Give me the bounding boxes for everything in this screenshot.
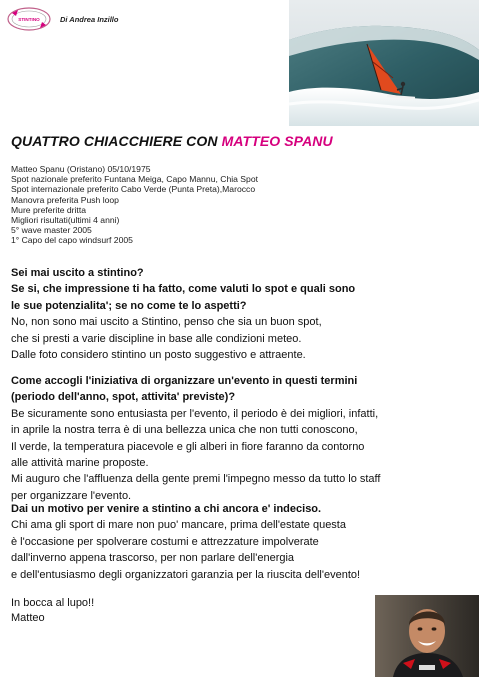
answer-line: alle attività marine proposte. bbox=[11, 457, 149, 470]
answer-line: Be sicuramente sono entusiasta per l'evento, il periodo è dei migliori, infatti, bbox=[11, 407, 379, 420]
logo-text: STINTINO bbox=[18, 17, 40, 22]
windsurf-wave-photo bbox=[289, 0, 479, 126]
interview-section-1 bbox=[11, 265, 471, 363]
profile-line: Mure preferite dritta bbox=[11, 204, 86, 215]
stintino-logo bbox=[6, 6, 52, 32]
article-title bbox=[11, 133, 333, 149]
title-prefix: QUATTRO CHIACCHIERE CON bbox=[11, 133, 218, 149]
answer-line: Dalle foto considero stintino un posto suggestivo e attraente. bbox=[11, 349, 306, 362]
profile-line: Migliori risultati(ultimi 4 anni) bbox=[11, 215, 120, 226]
answer-line: per organizzare l'evento. bbox=[11, 489, 132, 502]
profile-line: Manovra preferita Push loop bbox=[11, 194, 119, 205]
answer-line: dall'inverno appena trascorso, per non parlare dell'energia bbox=[11, 552, 295, 565]
answer-line: è l'occasione per spolverare costumi e attrezzature impolverate bbox=[11, 535, 319, 548]
author-byline: Di Andrea Inzillo bbox=[60, 15, 119, 24]
question-line: Dai un motivo per venire a stintino a chi ancora e' indeciso. bbox=[11, 503, 322, 515]
answer-line: Chi ama gli sport di mare non puo' mancare, prima dell'estate questa bbox=[11, 519, 346, 532]
question-line: Come accogli l'iniziativa di organizzare un'evento in questi termini bbox=[11, 375, 358, 387]
answer-line: in aprile la nostra terra è di una bellezza unica che non tutti conoscono, bbox=[11, 424, 358, 437]
title-name: MATTEO SPANU bbox=[221, 133, 333, 149]
question-line: (periodo dell'anno, spot, attivita' previste)? bbox=[11, 391, 236, 404]
answer-line: e dell'entusiasmo degli organizzatori garanzia per la riuscita dell'evento! bbox=[11, 568, 361, 581]
closing bbox=[11, 596, 94, 626]
question-line: Sei mai uscito a stintino? bbox=[11, 267, 144, 279]
question-line: Se si, che impressione ti ha fatto, come valuti lo spot e quali sono bbox=[11, 283, 356, 296]
profile-line: 5° wave master 2005 bbox=[11, 225, 92, 236]
interview-section-3 bbox=[11, 501, 471, 583]
athlete-profile bbox=[11, 164, 258, 246]
profile-line: 1° Capo del capo windsurf 2005 bbox=[11, 235, 133, 246]
answer-line: Il verde, la temperatura piacevole e gli alberi in fiore faranno da contorno bbox=[11, 440, 365, 453]
closing-greeting: In bocca al lupo!! bbox=[11, 597, 95, 609]
profile-line: Matteo Spanu (Oristano) 05/10/1975 bbox=[11, 164, 151, 174]
question-line: le sue potenzialita'; se no come te lo aspetti? bbox=[11, 299, 247, 312]
answer-line: che si presti a varie discipline in base alle condizioni meteo. bbox=[11, 332, 302, 345]
athlete-portrait-photo bbox=[375, 595, 479, 677]
signature: Matteo bbox=[11, 612, 45, 624]
answer-line: Mi auguro che l'affluenza della gente premi l'impegno messo da tutto lo staff bbox=[11, 473, 381, 486]
profile-line: Spot nazionale preferito Funtana Meiga, Capo Mannu, Chia Spot bbox=[11, 174, 258, 185]
answer-line: No, non sono mai uscito a Stintino, penso che sia un buon spot, bbox=[11, 316, 322, 329]
interview-section-2 bbox=[11, 373, 471, 504]
profile-line: Spot internazionale preferito Cabo Verde (Punta Preta),Marocco bbox=[11, 184, 256, 195]
